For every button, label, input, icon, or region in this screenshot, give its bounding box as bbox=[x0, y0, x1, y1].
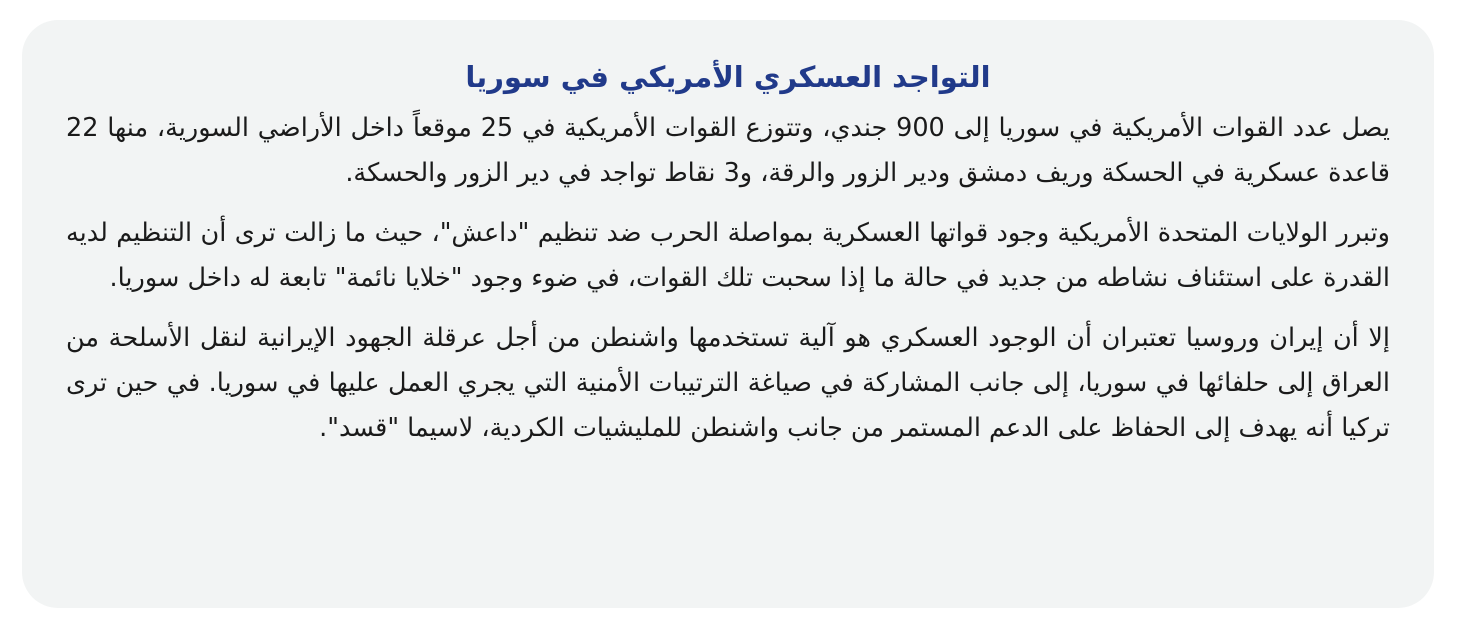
paragraph-us-justification: وتبرر الولايات المتحدة الأمريكية وجود قواتها العسكرية بمواصلة الحرب ضد تنظيم "داعش"، حيث ما زالت ترى أن التنظيم لديه القدرة على استئناف نشاطه من جديد في حالة ما إذا سحبت تلك القوات، في ضوء وجود "خلايا نائمة" تابعة له داخل سوريا. bbox=[66, 218, 1390, 293]
card-title: التواجد العسكري الأمريكي في سوريا bbox=[465, 60, 991, 94]
info-card bbox=[22, 20, 1434, 608]
paragraph-regional-views: إلا أن إيران وروسيا تعتبران أن الوجود العسكري هو آلية تستخدمها واشنطن من أجل عرقلة الجهود الإيرانية لنقل الأسلحة من العراق إلى حلفائها في سوريا، إلى جانب المشاركة في صياغة الترتيبات الأمنية التي يجري العمل عليها في سوريا. في حين ترى تركيا أنه يهدف إلى الحفاظ على الدعم المستمر من جانب واشنطن للمليشيات الكردية، لاسيما "قسد". bbox=[66, 323, 1390, 443]
paragraph-troop-count: يصل عدد القوات الأمريكية في سوريا إلى 900 جندي، وتتوزع القوات الأمريكية في 25 موقعاً داخل الأراضي السورية، منها 22 قاعدة عسكرية في الحسكة وريف دمشق ودير الزور والرقة، و3 نقاط تواجد في دير الزور والحسكة. bbox=[66, 113, 1390, 188]
